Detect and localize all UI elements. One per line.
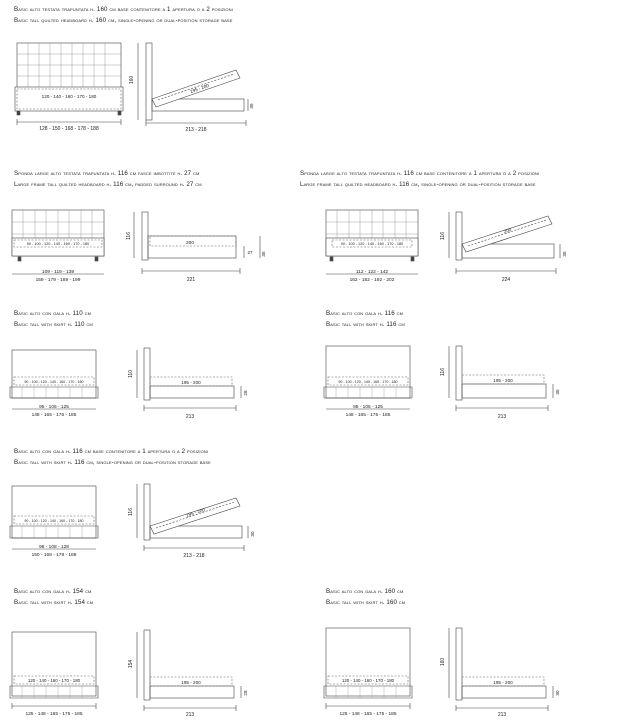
side-view-5 <box>440 346 560 420</box>
caption-en: Basic tall quilted headboard h. 160 cm, single-opening or dual-position storage base <box>14 17 233 24</box>
caption-it: Basic alto con gala h. 160 cm <box>326 588 404 595</box>
width-label-b: 148 - 165 - 175 - 185 <box>345 413 391 418</box>
width-label-a: 109 - 119 - 139 <box>41 270 75 275</box>
base-height-label: 30 <box>555 690 560 696</box>
mattress-length-label: 195 - 200 <box>181 680 201 685</box>
side-view-8 <box>440 628 560 718</box>
caption-en: Basic tall with skirt h. 116 cm <box>326 321 405 328</box>
front-view-7 <box>10 632 98 717</box>
height-label: 154 <box>128 659 134 669</box>
side-view-1 <box>129 43 254 133</box>
side-view-6 <box>128 484 255 559</box>
width-label-b: 150 - 168 - 178 - 188 <box>31 553 77 558</box>
inner-width-label: 90 - 100 - 120 - 140 - 160 - 170 - 180 <box>24 519 84 523</box>
height-label: 116 <box>128 508 134 516</box>
depth-label: 213 <box>497 712 507 718</box>
side-view-4 <box>128 348 248 420</box>
caption-it: Basic alto con gala h. 110 cm <box>14 310 92 317</box>
depth-label: 224 <box>501 277 511 283</box>
mattress-length-label: 195 - 200 <box>493 680 513 685</box>
inner-width-label: 120 - 140 - 160 - 170 - 180 <box>27 678 81 683</box>
front-view-4 <box>10 350 98 418</box>
width-label-a: 98 - 108 - 128 <box>39 545 69 550</box>
height-label: 116 <box>440 232 446 240</box>
caption-en: Basic tall with skirt h. 154 cm <box>14 599 94 606</box>
overall-width-label: 125 - 148 - 165 - 175 - 185 <box>25 712 83 717</box>
base-height-label: 30 <box>250 531 255 537</box>
caption-it: Basic alto testata trapuntata h. 160 cm base contenitore a 1 apertura o a 2 posizioni <box>14 6 233 13</box>
caption-it: Basic alto con gala h. 116 cm base contenitore a 1 apertura o a 2 posizioni <box>14 448 209 455</box>
width-label-a: 95 - 105 - 125 <box>353 405 383 410</box>
depth-label: 213 <box>185 712 195 718</box>
mattress-length-label: 195 - 200 <box>189 83 210 95</box>
caption-en: Large frame tall quilted headboard h. 116 cm, single-opening or dual-position storage base <box>300 181 536 188</box>
width-label-b: 148 - 165 - 175 - 185 <box>31 413 77 418</box>
caption-it: Basic alto con gala h. 116 cm <box>326 310 404 317</box>
inner-width-label: 120 - 140 - 160 - 170 - 180 <box>41 94 97 99</box>
overall-width-label: 125 - 148 - 165 - 175 - 185 <box>339 712 397 717</box>
front-view-3 <box>326 210 418 283</box>
side-view-7 <box>128 630 248 718</box>
depth-label: 213 - 218 <box>185 127 207 133</box>
base-height-label: 35 <box>249 103 254 109</box>
depth-label: 213 <box>497 414 507 420</box>
depth-label: 213 - 218 <box>183 553 205 559</box>
height-label: 160 <box>440 657 446 667</box>
side-view-3 <box>440 212 567 283</box>
inner-width-label: 120 - 140 - 160 - 170 - 180 <box>341 678 395 683</box>
mattress-length-label: 195 - 200 <box>181 380 201 385</box>
base-height-label: 35 <box>555 389 560 395</box>
front-view-6 <box>10 486 98 558</box>
base-height-label: 28 <box>243 690 248 696</box>
caption-en: Basic tall with skirt h. 160 cm <box>326 599 406 606</box>
frame-height-label: 27 <box>247 250 253 255</box>
base-height-label: 35 <box>261 251 266 257</box>
base-height-label: 28 <box>243 390 248 396</box>
depth-label: 213 <box>185 414 195 420</box>
width-label-a: 95 - 105 - 125 <box>39 405 69 410</box>
base-height-label: 35 <box>562 251 567 257</box>
width-label-b: 159 - 179 - 189 - 199 <box>35 278 81 283</box>
mattress-length-label: 200 <box>185 241 195 246</box>
side-view-2 <box>126 212 266 283</box>
front-view-2 <box>12 210 104 283</box>
height-label: 116 <box>126 232 132 240</box>
width-label-a: 112 - 122 - 142 <box>355 270 389 275</box>
caption-it: Basic alto con gala h. 154 cm <box>14 588 92 595</box>
height-label: 110 <box>128 370 134 378</box>
caption-en: Basic tall with skirt h. 116 cm, single-opening or dual-position storage base <box>14 459 211 466</box>
overall-width-label: 128 - 150 - 168 - 178 - 188 <box>39 126 99 132</box>
caption-it: Sponda large alto testata trapuntata h. 116 cm base contenitore a 1 apertura o a 2 posizioni <box>300 170 540 177</box>
mattress-length-label: 195 - 200 <box>493 378 513 383</box>
inner-width-label: 90 - 100 - 120 - 140 - 160 - 170 - 180 <box>24 380 84 384</box>
caption-en: Basic tall with skirt h. 110 cm <box>14 321 93 328</box>
caption-it: Sponda large alto testata trapuntata h. 116 cm fasce imbottite h. 27 cm <box>14 170 200 177</box>
inner-width-label: 90 - 100 - 120 - 140 - 160 - 170 - 180 <box>340 242 404 246</box>
front-view-1 <box>15 43 123 132</box>
inner-width-label: 90 - 100 - 120 - 140 - 160 - 170 - 180 <box>26 242 90 246</box>
mattress-length-label: 195 - 200 <box>185 507 206 518</box>
mattress-length-label: 200 <box>503 227 512 235</box>
height-label: 116 <box>440 368 446 376</box>
depth-label: 221 <box>186 277 196 283</box>
front-view-5 <box>324 346 412 418</box>
inner-width-label: 90 - 100 - 120 - 140 - 160 - 170 - 180 <box>338 380 398 384</box>
caption-en: Large frame tall quilted headboard h. 116 cm, padded surround h. 27 cm <box>14 181 202 188</box>
front-view-8 <box>324 628 412 717</box>
height-label: 160 <box>129 75 135 85</box>
width-label-b: 162 - 182 - 192 - 202 <box>349 278 395 283</box>
